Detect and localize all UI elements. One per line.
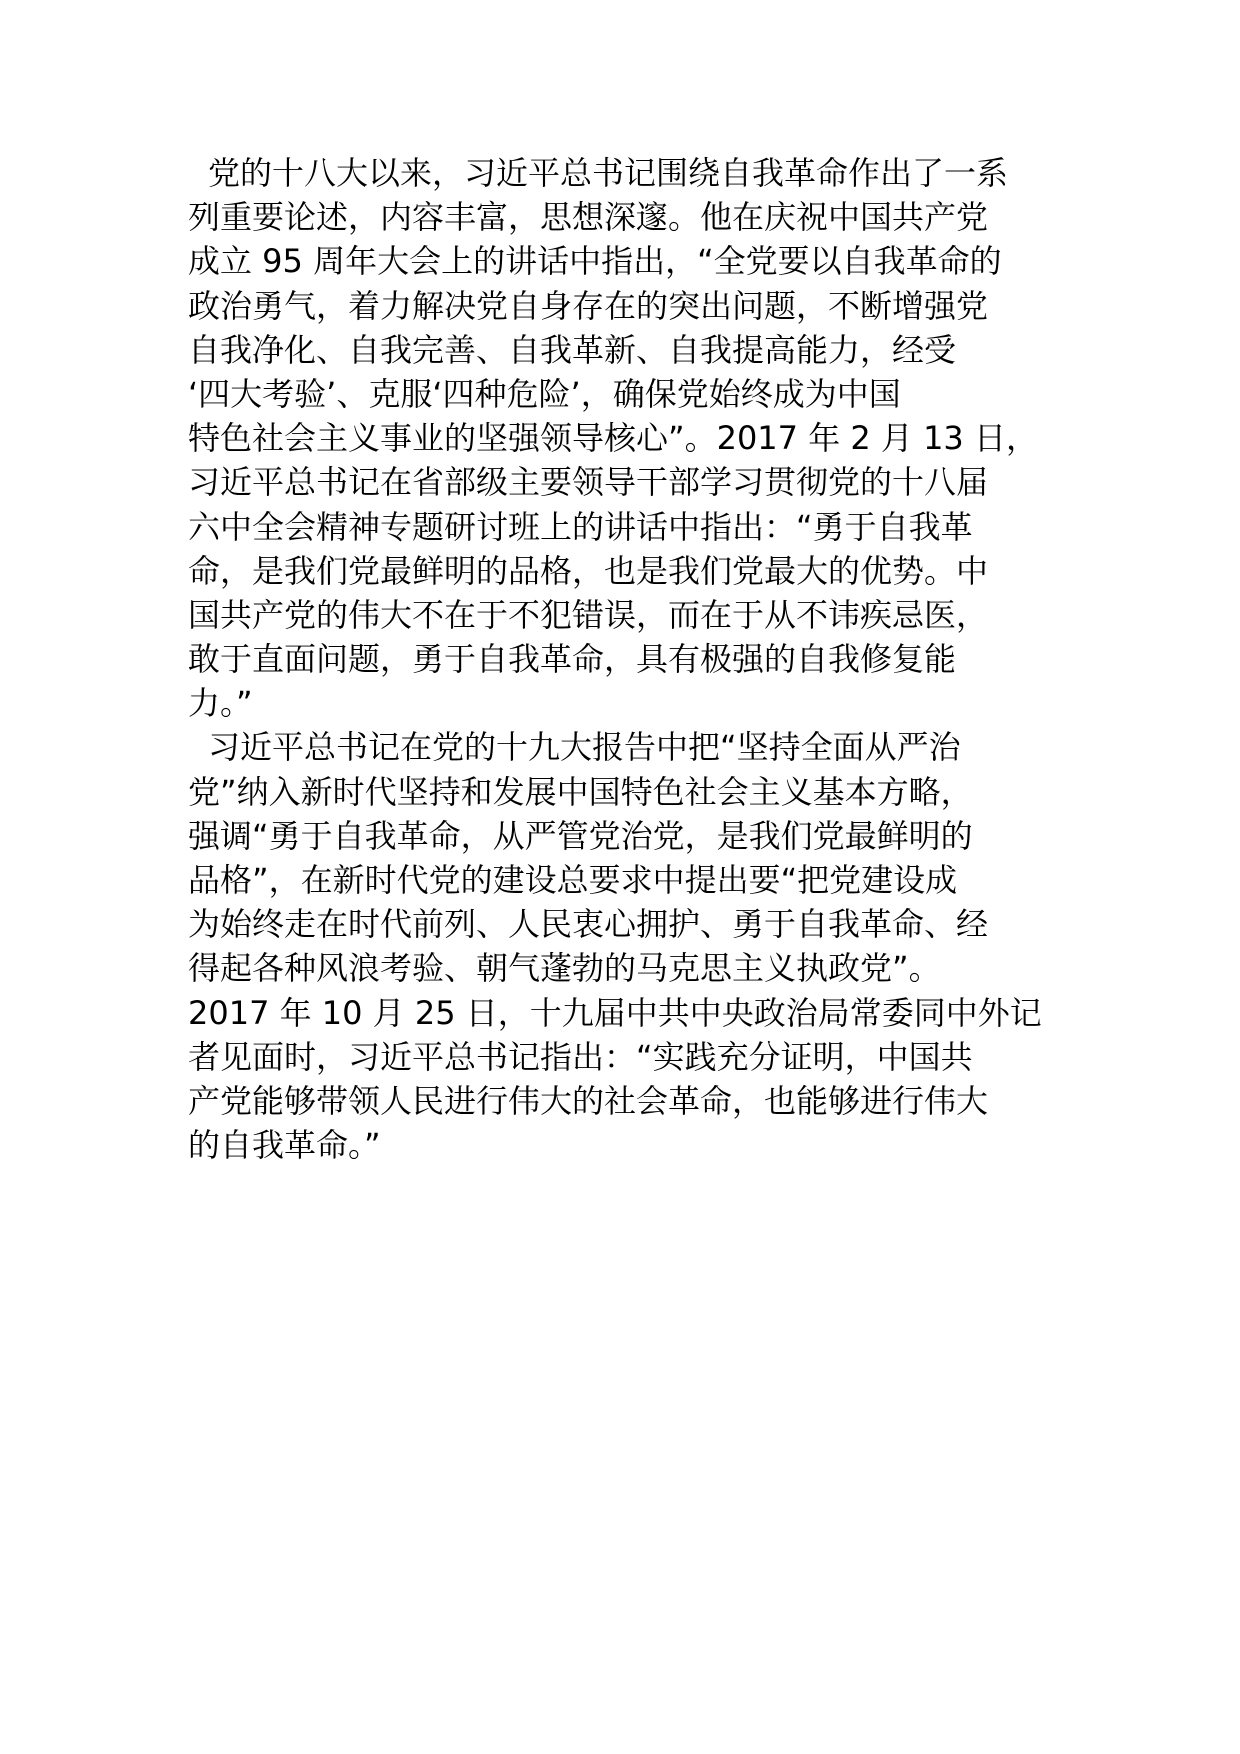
text-line: 习近平总书记在党的十九大报告中把“坚持全面从严治 <box>208 728 961 767</box>
text-line: 习近平总书记在省部级主要领导干部学习贯彻党的十八届 <box>188 463 989 502</box>
text-line: 特色社会主义事业的坚强领导核心”。2017 年 2 月 13 日， <box>188 419 1038 458</box>
text-line: 国共产党的伟大不在于不犯错误，而在于从不讳疾忌医， <box>188 595 989 634</box>
text-line: 党”纳入新时代坚持和发展中国特色社会主义基本方略， <box>188 772 973 811</box>
paragraph-2 <box>188 725 1068 1167</box>
text-line: 六中全会精神专题研讨班上的讲话中指出：“勇于自我革 <box>188 507 973 546</box>
text-line: 为始终走在时代前列、人民衷心拥护、勇于自我革命、经 <box>188 905 989 944</box>
paragraph-1 <box>188 151 1068 725</box>
text-line: 品格”，在新时代党的建设总要求中提出要“把党建设成 <box>188 861 958 899</box>
text-line: 政治勇气，着力解决党自身存在的突出问题，不断增强党 <box>188 286 989 325</box>
text-line: 者见面时，习近平总书记指出：“实践充分证明，中国共 <box>188 1037 973 1076</box>
body-text <box>188 151 1068 1167</box>
text-line: 命，是我们党最鲜明的品格，也是我们党最大的优势。中 <box>188 551 989 590</box>
text-line: 成立 95 周年大会上的讲话中指出，“全党要以自我革命的 <box>188 242 1002 281</box>
text-line: 敢于直面问题，勇于自我革命，具有极强的自我修复能 <box>188 640 957 679</box>
text-line: 产党能够带领人民进行伟大的社会革命，也能够进行伟大 <box>188 1081 989 1120</box>
text-line: 列重要论述，内容丰富，思想深邃。他在庆祝中国共产党 <box>188 198 989 237</box>
text-line: 党的十八大以来，习近平总书记围绕自我革命作出了一系 <box>208 154 1009 192</box>
text-line: 自我净化、自我完善、自我革新、自我提高能力，经受 <box>188 330 957 369</box>
text-line: 得起各种风浪考验、朝气蓬勃的马克思主义执政党”。 <box>188 949 941 988</box>
text-line: 力。” <box>188 684 253 723</box>
text-line: 强调“勇于自我革命，从严管党治党，是我们党最鲜明的 <box>188 816 973 855</box>
text-line: 2017 年 10 月 25 日，十九届中共中央政治局常委同中外记 <box>188 993 1042 1032</box>
text-line: ‘四大考验’、克服‘四种危险’，确保党始终成为中国 <box>188 374 901 413</box>
text-line: 的自我革命。” <box>188 1126 381 1165</box>
